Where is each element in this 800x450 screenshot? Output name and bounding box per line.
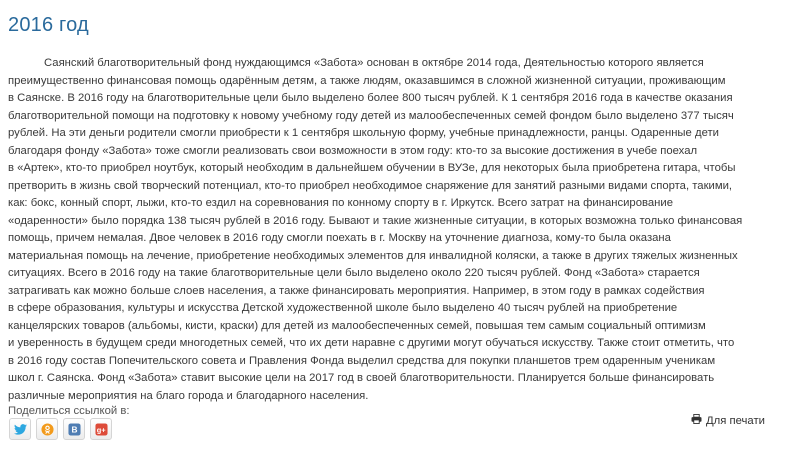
article-line: в 2016 году состав Попечительского совета и Правления Фонда выделил средства для покупки планшетов трем одаренным ученикам	[8, 354, 716, 367]
article-line: благодаря фонду «Забота» тоже смогли реализовать свои возможности в этом году: кто-то за высокие достижения в учебе поехал	[8, 144, 698, 157]
article-line: помощь, причем немалая. Двое человек в 2016 году смогли поехать в г. Москву на уточнение диагноза, кому-то была оказана	[8, 232, 671, 244]
share-label: Поделиться ссылкой в:	[8, 405, 130, 417]
share-buttons	[9, 418, 112, 440]
share-odnoklassniki-button[interactable]	[36, 418, 58, 440]
article-line: в «Артек», кто-то приобрел ноутбук, который необходим в дальнейшем обучении в ВУЗе, для некоторых была приобретена гитара, чтобы	[8, 162, 736, 174]
article-body	[8, 55, 778, 405]
vkontakte-icon	[68, 423, 81, 436]
article-line: преимущественно финансовая помощь одарённым детям, а также людям, оказавшимся в сложной жизненной ситуации, проживающим	[8, 74, 726, 87]
share-twitter-button[interactable]	[9, 418, 31, 440]
twitter-icon	[14, 424, 27, 435]
article-line: в Саянске. В 2016 году на благотворительные цели было выделено более 800 тысяч рублей. К 1 сентября 2016 года в качестве оказания	[8, 92, 733, 104]
article-line: различные мероприятия на благо города и благодарного населения.	[8, 389, 369, 402]
article-line: «одаренности» было порядка 138 тысяч рублей в 2016 году. Бывают и такие жизненные ситуации, в которых возможна только финансовая	[8, 214, 743, 227]
article-line: претворить в жизнь свой творческий потенциал, кто-то приобрел необходимое снаряжение для занятий разными видами спорта, такими,	[8, 179, 733, 192]
printer-icon	[691, 414, 702, 428]
article-line: рублей. На эти деньги родители смогли приобрести к 1 сентября школьную форму, учебные принадлежности, ранцы. Одаренные дети	[8, 127, 719, 139]
article-line: школ г. Саянска. Фонд «Забота» ставит высокие цели на 2017 год в своей благотворительности. Планируется больше финансировать	[8, 372, 715, 384]
article-line: как: бокс, конный спорт, лыжи, кто-то ездил на соревнования по конному спорту в г. Иркутск. Всего затрат на финансирование	[8, 197, 673, 209]
share-google-plus-button[interactable]	[90, 418, 112, 440]
page-title: 2016 год	[8, 14, 89, 36]
article-line: в сфере образования, культуры и искусства Детской художественной школе было выделено 40 тысяч рублей на приобретение	[8, 302, 678, 314]
article-line: материальная помощь на лечение, приобретение необходимых элементов для инвалидной коляски, а также в других тяжелых жизненных	[8, 249, 738, 262]
svg-text:B: B	[70, 424, 78, 435]
article-line: затрагивать как можно больше слоев населения, а также финансировать мероприятия. Например, в этом году в рамках содействия	[8, 284, 705, 297]
google-plus-icon	[95, 423, 108, 436]
article-line: благотворительной помощи на подготовку к новому учебному году детей из малообеспеченных семей фондом было выделено 377 тысяч	[8, 109, 734, 122]
odnoklassniki-icon	[41, 423, 54, 436]
print-link[interactable]	[691, 414, 765, 428]
share-vkontakte-button[interactable]	[63, 418, 85, 440]
article-line: и уверенность в будущем среди многодетных семей, что их дети наравне с другими могут обучаться искусству. Также стоит отметить, что	[8, 337, 735, 349]
article-line: Саянский благотворительный фонд нуждающимся «Забота» основан в октябре 2014 года, Деятельностью которого является	[44, 57, 704, 69]
article-line: ситуациях. Всего в 2016 году на такие благотворительные цели было выделено около 220 тысяч рублей. Фонд «Забота» старается	[8, 267, 700, 279]
svg-text:g+: g+	[96, 424, 106, 434]
article-line: канцелярских товаров (альбомы, кисти, краски) для детей из малообеспеченных семей, повышая тем самым социальный оптимизм	[8, 319, 706, 332]
print-label: Для печати	[706, 415, 765, 427]
